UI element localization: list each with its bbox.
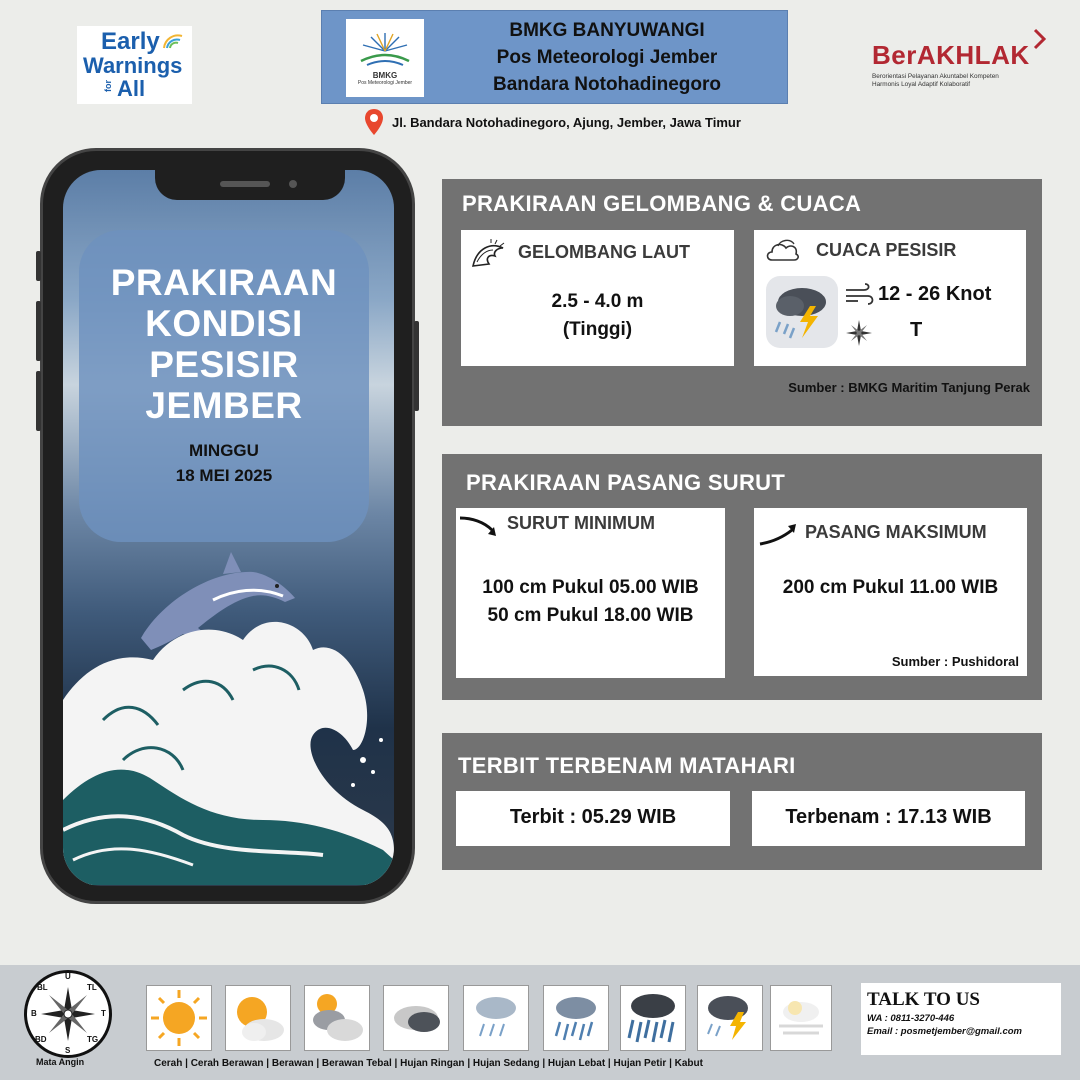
heavy-rain-icon — [620, 985, 686, 1051]
bmkg-title — [432, 17, 782, 98]
sun-title: TERBIT TERBENAM MATAHARI — [458, 753, 796, 778]
low-tide-line1: 100 cm Pukul 05.00 WIB — [482, 577, 699, 598]
low-tide-line2: 50 cm Pukul 18.00 WIB — [487, 605, 694, 626]
wave-label: GELOMBANG LAUT — [518, 242, 690, 262]
contact-email[interactable]: Email : posmetjember@gmail.com — [867, 1026, 1022, 1037]
chevron-right-icon — [1032, 28, 1048, 50]
ewa-line1: Early — [101, 28, 160, 55]
high-tide-line1: 200 cm Pukul 11.00 WIB — [782, 577, 999, 598]
compass-e: T — [101, 1009, 106, 1018]
tide-title: PRAKIRAAN PASANG SURUT — [466, 470, 786, 495]
signal-arcs-icon — [162, 32, 184, 50]
bmkg-emblem-logo — [346, 19, 424, 97]
compass-nw: BL — [37, 983, 48, 992]
sunrise-value: Terbit : 05.29 WIB — [509, 806, 677, 828]
wave-weather-title: PRAKIRAAN GELOMBANG & CUACA — [462, 191, 862, 216]
title-line2: KONDISI — [145, 303, 303, 344]
phone-volume-down — [36, 371, 41, 431]
low-tide-label: SURUT MINIMUM — [507, 513, 655, 533]
phone-volume-up — [36, 301, 41, 361]
compass-n: U — [65, 972, 71, 981]
bmkg-title-line3: Bandara Notohadinegoro — [492, 74, 721, 95]
footer-bar — [0, 965, 1080, 1080]
thick-cloud-icon — [383, 985, 449, 1051]
fog-icon — [770, 985, 832, 1051]
contact-whatsapp[interactable]: WA : 0811-3270-446 — [867, 1013, 955, 1024]
compass-ne: TL — [87, 983, 97, 992]
wind-direction-value: T — [910, 319, 923, 341]
wave-category: (Tinggi) — [562, 319, 633, 340]
bmkg-emblem-icon — [357, 31, 413, 71]
bmkg-title-line2: Pos Meteorologi Jember — [496, 47, 718, 68]
address-line — [364, 108, 741, 136]
compass-sw: BD — [35, 1035, 47, 1044]
contact-box — [861, 983, 1061, 1055]
wave-icon — [471, 238, 507, 270]
forecast-title-card — [79, 230, 369, 542]
wind-icon — [844, 282, 874, 308]
sunrise-card — [456, 791, 730, 846]
phone-power-button — [414, 321, 419, 411]
cloud-icon — [764, 236, 800, 264]
phone-mockup — [40, 148, 415, 904]
bmkg-emblem-sub: Pos Meteorologi Jember — [357, 79, 413, 86]
trend-down-icon — [458, 514, 498, 538]
sun-cloud-icon — [225, 985, 291, 1051]
sun-panel — [442, 733, 1042, 870]
title-line1: PRAKIRAAN — [110, 262, 338, 303]
berakhlak-tagline1: Berorientasi Pelayanan Akuntabel Kompeten — [872, 73, 999, 80]
trend-up-icon — [758, 522, 798, 546]
low-tide-card — [456, 508, 725, 678]
compass-rose-icon — [24, 970, 112, 1058]
wave-weather-source: Sumber : BMKG Maritim Tanjung Perak — [788, 380, 1030, 395]
phone-speaker — [220, 181, 270, 187]
ewa-line3: All — [117, 76, 146, 101]
phone-side-button — [36, 251, 41, 281]
berakhlak-word: BerAKHLAK — [872, 40, 1030, 70]
bmkg-emblem-name: BMKG — [372, 70, 398, 80]
forecast-date: 18 MEI 2025 — [175, 466, 273, 485]
wind-speed-value: 12 - 26 Knot — [878, 283, 992, 305]
phone-screen — [63, 170, 394, 886]
forecast-day: MINGGU — [189, 441, 259, 460]
ewa-for: for — [103, 80, 113, 92]
partly-cloudy-icon — [304, 985, 370, 1051]
sunset-value: Terbenam : 17.13 WIB — [785, 806, 992, 828]
wave-dolphin-illustration — [63, 550, 394, 886]
phone-camera — [289, 180, 297, 188]
title-line3: PESISIR — [149, 344, 299, 385]
tide-source: Sumber : Pushidoral — [891, 654, 1019, 669]
sunset-card — [752, 791, 1025, 846]
ewa-line2: Warnings — [83, 53, 183, 78]
bmkg-title-line1: BMKG BANYUWANGI — [509, 20, 705, 41]
weather-label: CUACA PESISIR — [816, 240, 957, 260]
wave-height-value: 2.5 - 4.0 m — [551, 291, 644, 312]
compass-s: S — [65, 1046, 71, 1055]
light-rain-icon — [463, 985, 529, 1051]
compass-se: TG — [87, 1035, 99, 1044]
compass-label: Mata Angin — [36, 1057, 85, 1067]
tide-panel — [442, 454, 1042, 700]
thunderstorm-legend-icon — [697, 985, 763, 1051]
wave-card — [461, 230, 734, 366]
early-warnings-logo — [77, 26, 192, 104]
weather-legend: Cerah | Cerah Berawan | Berawan | Berawan Tebal | Hujan Ringan | Hujan Sedang | Hujan Lebat | Hujan Petir | Kabut — [154, 1058, 703, 1069]
berakhlak-logo — [872, 28, 1052, 92]
bmkg-header-box — [321, 10, 788, 104]
wind-direction-icon — [846, 320, 872, 346]
weather-card — [754, 230, 1026, 366]
address-text: Jl. Bandara Notohadinegoro, Ajung, Jember, Jawa Timur — [392, 114, 741, 130]
location-pin-icon — [364, 108, 384, 136]
title-line4: JEMBER — [145, 385, 303, 426]
sun-icon — [146, 985, 212, 1051]
phone-notch — [155, 170, 345, 200]
high-tide-label: PASANG MAKSIMUM — [805, 522, 987, 542]
compass-w: B — [31, 1009, 37, 1018]
contact-heading: TALK TO US — [867, 989, 980, 1010]
wave-weather-panel — [442, 179, 1042, 426]
moderate-rain-icon — [543, 985, 609, 1051]
thunderstorm-icon — [766, 276, 838, 348]
high-tide-card — [754, 508, 1027, 676]
berakhlak-tagline2: Harmonis Loyal Adaptif Kolaboratif — [872, 81, 971, 88]
